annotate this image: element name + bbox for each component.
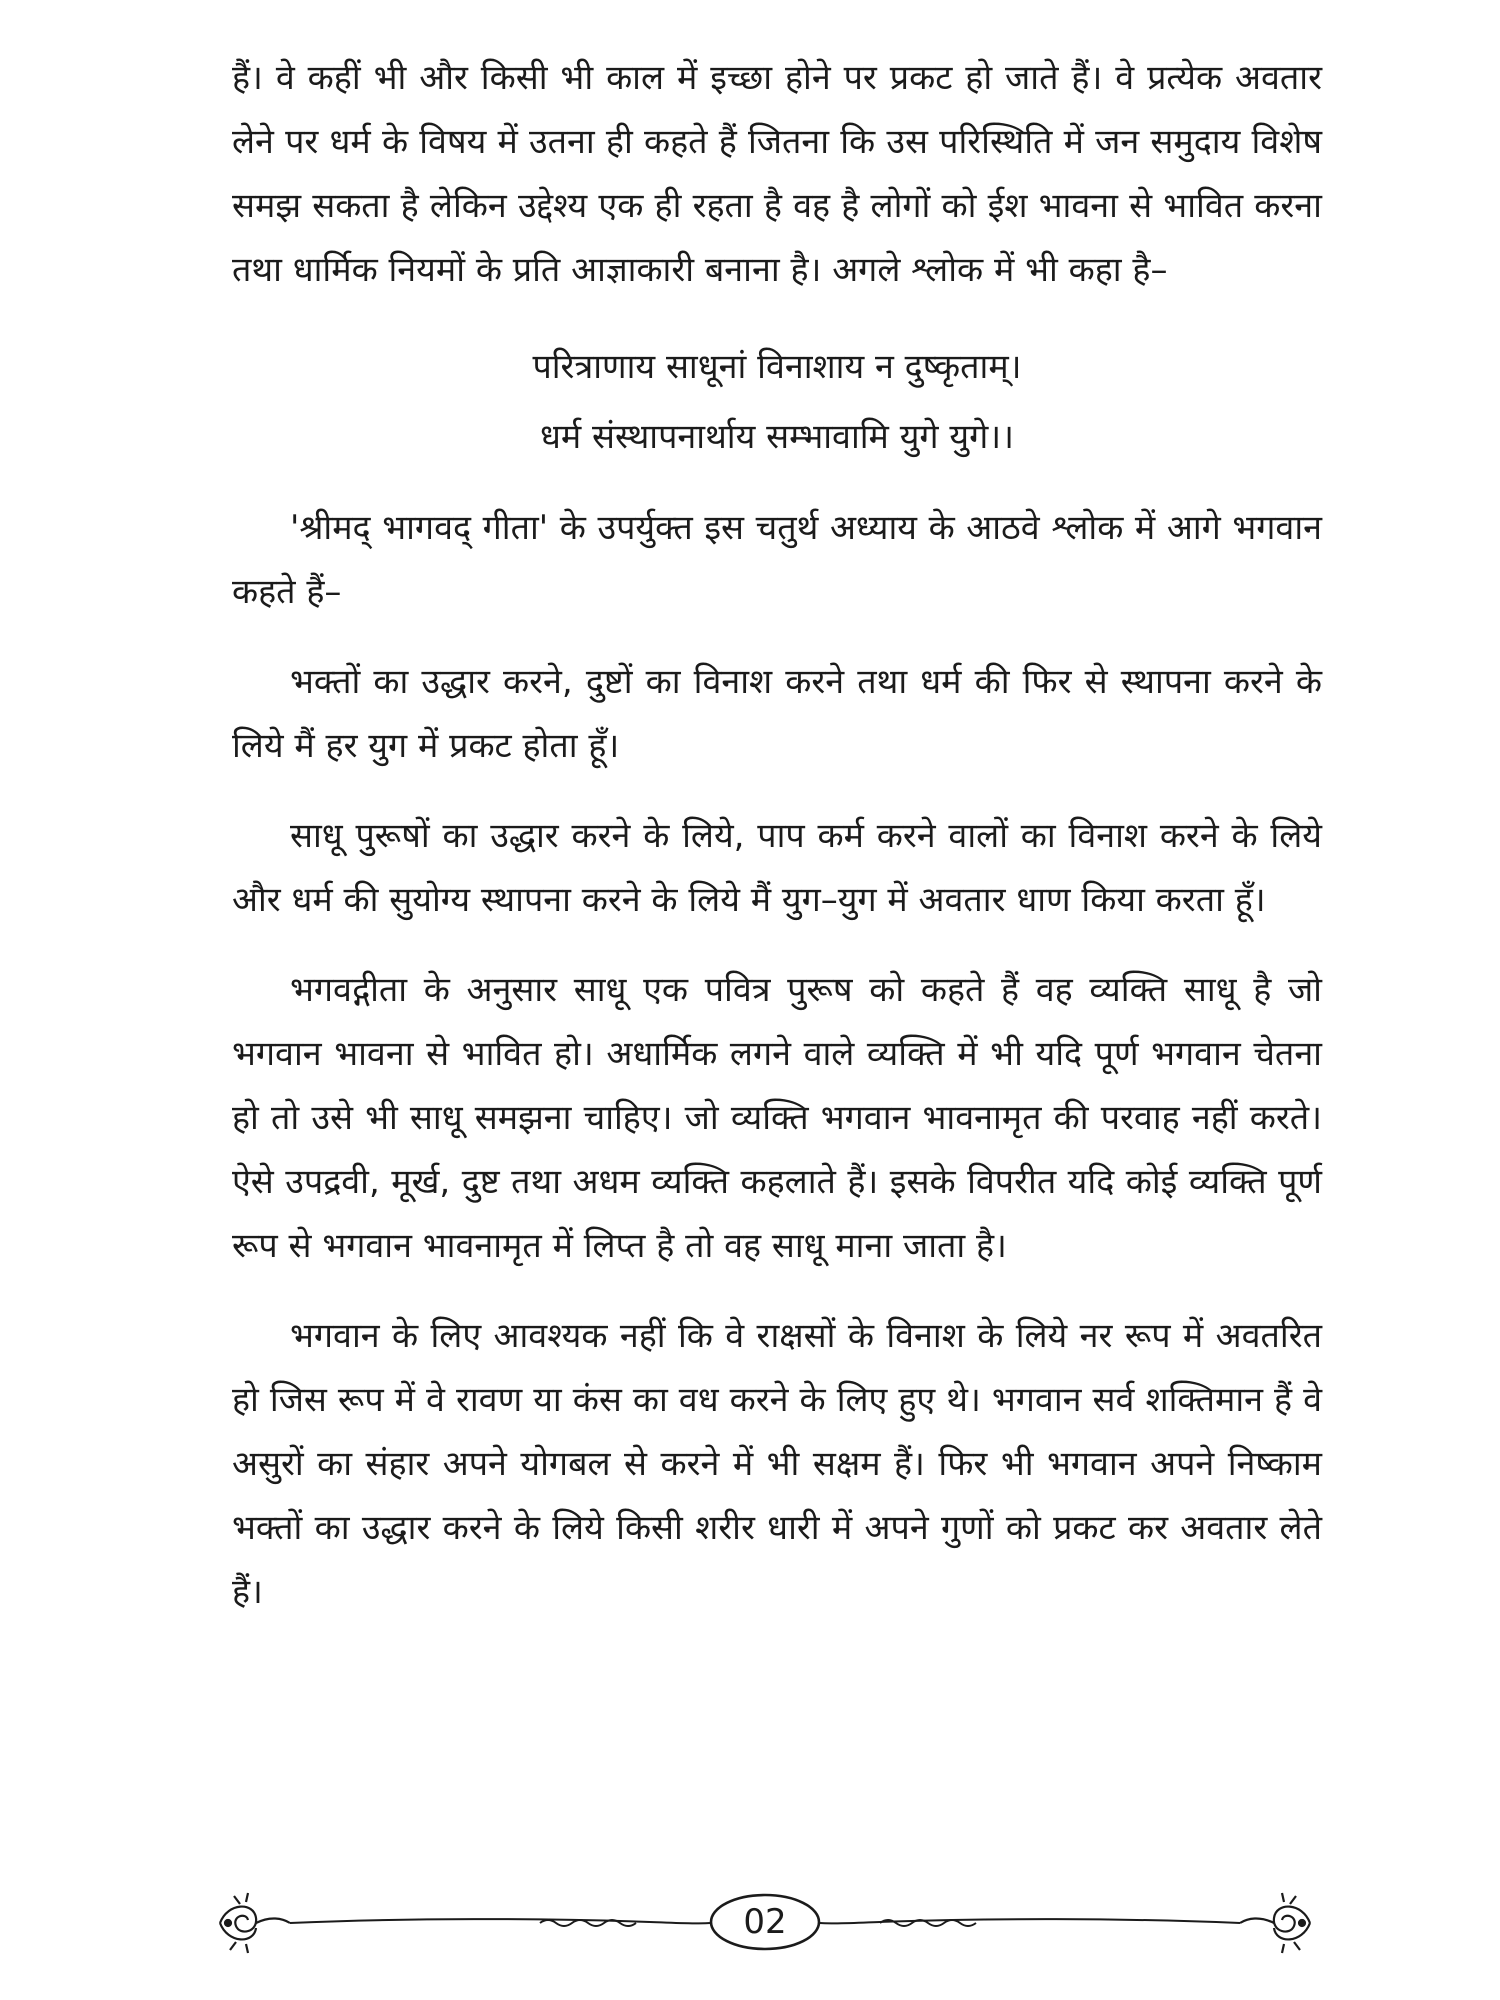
left-flourish-icon bbox=[220, 1893, 290, 1953]
sanskrit-verse bbox=[232, 332, 1322, 472]
right-flourish-icon bbox=[1240, 1893, 1310, 1953]
paragraph-1: हैं। वे कहीं भी और किसी भी काल में इच्छा होने पर प्रकट हो जाते हैं। वे प्रत्येक अवतार लेने पर धर्म के विषय में उतना ही कहते हैं जितना कि उस परिस्थिति में जन समुदाय विशेष समझ सकता है लेकिन उद्देश्य एक ही रहता है वह है लोगों को ईश भावना से भावित करना तथा धार्मिक नियमों के प्रति आज्ञाकारी बनाना है। अगले श्लोक में भी कहा है– bbox=[232, 58, 1322, 290]
paragraph-2: 'श्रीमद् भागवद् गीता' के उपर्युक्त इस चतुर्थ अध्याय के आठवे श्लोक में आगे भगवान कहते हैं– bbox=[232, 508, 1322, 612]
verse-line-2: धर्म संस्थापनार्थाय सम्भावामि युगे युगे।। bbox=[539, 417, 1014, 457]
paragraph-3: भक्तों का उद्धार करने, दुष्टों का विनाश करने तथा धर्म की फिर से स्थापना करने के लिये मैं हर युग में प्रकट होता हूँ। bbox=[232, 662, 1322, 766]
paragraph-6: भगवान के लिए आवश्यक नहीं कि वे राक्षसों के विनाश के लिये नर रूप में अवतरित हो जिस रूप में वे रावण या कंस का वध करने के लिए हुए थे। भगवान सर्व शक्तिमान हैं वे असुरों का संहार अपने योगबल से करने में भी सक्षम हैं। फिर भी भगवान अपने निष्काम भक्तों का उद्धार करने के लिये किसी शरीर धारी में अपने गुणों को प्रकट कर अवतार लेते हैं। bbox=[232, 1316, 1322, 1612]
verse-line-1: परित्राणाय साधूनां विनाशाय न दुष्कृताम्। bbox=[532, 347, 1022, 387]
page-footer bbox=[210, 1888, 1320, 1958]
paragraph-4: साधू पुरूषों का उद्धार करने के लिये, पाप कर्म करने वालों का विनाश करने के लिये और धर्म की सुयोग्य स्थापना करने के लिये मैं युग–युग में अवतार धाण किया करता हूँ। bbox=[232, 816, 1322, 920]
page-number: 02 bbox=[743, 1902, 787, 1942]
body-text bbox=[232, 46, 1322, 1624]
paragraph-5: भगवद्गीता के अनुसार साधू एक पवित्र पुरूष को कहते हैं वह व्यक्ति साधू है जो भगवान भावना से भावित हो। अधार्मिक लगने वाले व्यक्ति में भी यदि पूर्ण भगवान चेतना हो तो उसे भी साधू समझना चाहिए। जो व्यक्ति भगवान भावनामृत की परवाह नहीं करते। ऐसे उपद्रवी, मूर्ख, दुष्ट तथा अधम व्यक्ति कहलाते हैं। इसके विपरीत यदि कोई व्यक्ति पूर्ण रूप से भगवान भावनामृत में लिप्त है तो वह साधू माना जाता है। bbox=[232, 970, 1322, 1266]
